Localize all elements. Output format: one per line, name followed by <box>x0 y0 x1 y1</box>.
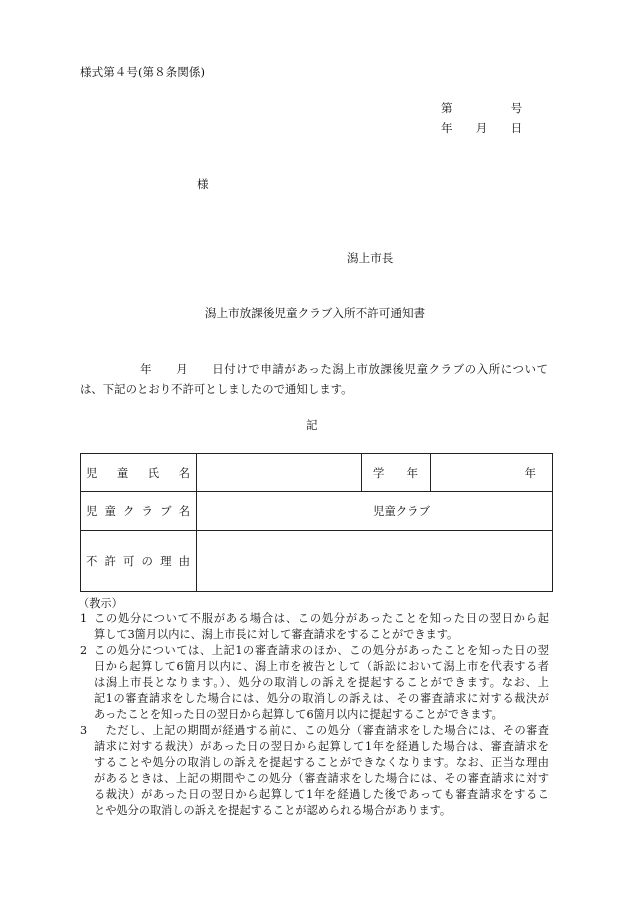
addressee-honorific: 様 <box>197 177 209 191</box>
instruction-line: この処分については、上記1の審査請求のほか、この処分があったことを知った日の翌 <box>94 644 549 657</box>
instruction-line: 請求に対する裁決）があった日の翌日から起算して1年を経過した場合は、審査請求を <box>94 740 549 753</box>
table-row-club <box>81 492 553 531</box>
table-row-child-name <box>81 454 553 492</box>
instruction-line: があるときは、上記の期間やこの処分（審査請求をした場合には、その審査請求に対す <box>94 772 549 785</box>
grade-label-cell <box>362 454 431 492</box>
instruction-item <box>80 643 549 723</box>
reason-label: 不許可の理由 <box>86 554 190 568</box>
instruction-item <box>80 723 549 819</box>
child-name-value-cell <box>197 454 362 492</box>
child-name-label-cell <box>81 454 197 492</box>
instruction-line: 算して3箇月以内に、潟上市長に対して審査請求をすることができます。 <box>94 628 459 641</box>
instruction-number: 1 <box>80 612 88 625</box>
club-suffix: 児童クラブ <box>373 504 430 518</box>
instruction-line: 記1の審査請求をした場合には、処分の取消しの訴えは、その審査請求に対する裁決が <box>94 692 549 705</box>
instruction-line: することや処分の取消しの訴えを提起することができなくなります。なお、正当な理由 <box>94 756 549 769</box>
ki-marker: 記 <box>306 418 318 432</box>
sender-name: 潟上市長 <box>347 251 394 265</box>
instruction-line: あったことを知った日の翌日から起算して6箇月以内に提起することができます。 <box>94 708 503 721</box>
instruction-number: 3 <box>80 724 88 737</box>
form-number-label: 様式第４号(第８条関係) <box>80 65 205 79</box>
info-table <box>80 453 553 592</box>
grade-unit: 年 <box>524 465 536 480</box>
body-text-line: 年 月 日付けで申請があった潟上市放課後児童クラブの入所について <box>80 362 548 376</box>
document-title: 潟上市放課後児童クラブ入所不許可通知書 <box>204 306 426 320</box>
reason-label-cell <box>81 531 197 592</box>
table-row-reason <box>81 531 553 592</box>
instruction-line: は潟上市長となります。）、処分の取消しの訴えを提起することができます。なお、上 <box>94 676 549 689</box>
grade-label: 学年 <box>373 465 418 480</box>
instruction-line: 日から起算して6箇月以内に、潟上市を被告として（訴訟において潟上市を代表する者 <box>94 660 549 673</box>
child-name-label: 児童氏名 <box>86 465 190 480</box>
instruction-line: る裁決）があった日の翌日から起算して1年を経過した後であっても審査請求をするこ <box>94 788 549 801</box>
reason-value-cell <box>197 531 553 592</box>
club-value-cell <box>197 492 553 531</box>
club-label: 児童クラブ名 <box>86 504 190 518</box>
instruction-line: とや処分の取消しの訴えを提起することが認められる場合があります。 <box>94 804 452 817</box>
body-text-line: は、下記のとおり不許可としましたので通知します。 <box>80 382 353 396</box>
club-label-cell <box>81 492 197 531</box>
instruction-item <box>80 611 549 643</box>
instruction-number: 2 <box>80 644 88 657</box>
instruction-line: ただし、上記の期間が経過する前に、この処分（審査請求をした場合には、その審査 <box>94 724 549 737</box>
document-number-line: 第 号 <box>441 101 523 115</box>
grade-value-cell <box>431 454 553 492</box>
instruction-line: この処分について不服がある場合は、この処分があったことを知った日の翌日から起 <box>94 612 549 625</box>
document-date-line: 年 月 日 <box>441 121 523 135</box>
instructions-heading: （教示） <box>78 597 123 610</box>
